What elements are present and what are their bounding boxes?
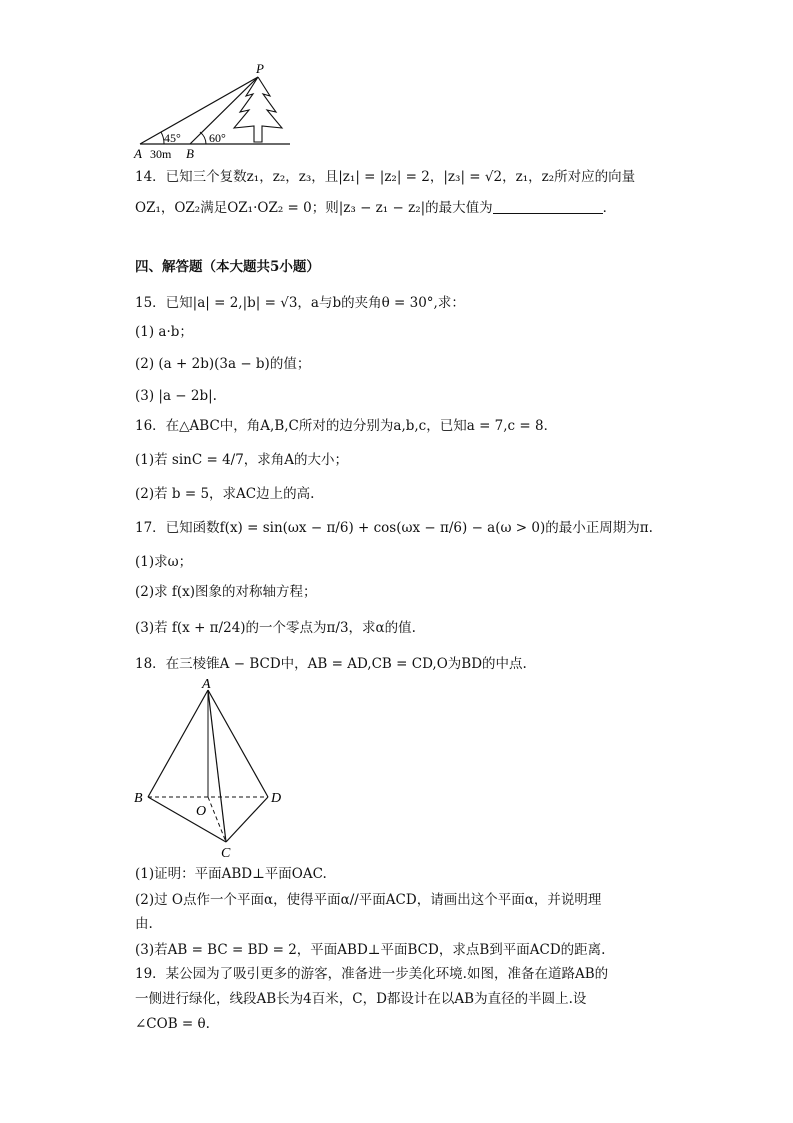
label-P: P — [256, 62, 264, 76]
answer-blank — [493, 201, 603, 214]
q15-part1: (1) a·b； — [135, 324, 193, 340]
vertex-D: D — [271, 791, 282, 806]
point-O: O — [196, 804, 207, 819]
vertex-B: B — [134, 791, 143, 806]
tree-triangle-figure — [130, 62, 300, 162]
edge-BC — [148, 797, 226, 842]
q14-line2 — [135, 198, 616, 218]
label-B: B — [186, 146, 194, 161]
q18-part2-line2: 由. — [135, 916, 153, 932]
vertex-C: C — [221, 846, 231, 861]
q16-part2: (2)若 b = 5，求AC边上的高. — [135, 486, 315, 502]
tetrahedron-figure — [128, 676, 298, 861]
q17-part3: (3)若 f(x + π/24)的一个零点为π/3，求α的值. — [135, 620, 416, 636]
q18-part1: (1)证明：平面ABD⊥平面OAC. — [135, 866, 327, 882]
angle-label-B: 60° — [209, 131, 226, 145]
q17-part1: (1)求ω； — [135, 554, 193, 570]
q16-stem: 16．在△ABC中，角A,B,C所对的边分别为a,b,c，已知a = 7,c = 8． — [135, 418, 558, 434]
q17-part2: (2)求 f(x)图象的对称轴方程； — [135, 584, 317, 600]
q19-line1: 19．某公园为了吸引更多的游客，准备进一步美化环境.如图，准备在道路AB的 — [135, 966, 609, 982]
q18-part3: (3)若AB = BC = BD = 2，平面ABD⊥平面BCD，求点B到平面ACD的距离. — [135, 942, 606, 958]
q14-line2-text: OZ₁，OZ₂满足OZ₁·OZ₂ = 0；则|z₃ − z₁ − z₂|的最大值为 — [135, 200, 493, 216]
edge-AD — [208, 690, 268, 797]
section-title: 四、解答题（本大题共5小题） — [135, 259, 320, 275]
q16-part1: (1)若 sinC = 4/7，求角A的大小； — [135, 452, 349, 468]
q15-stem: 15．已知|a| = 2,|b| = √3，a与b的夹角θ = 30°,求： — [135, 295, 465, 311]
q19-line2: 一侧进行绿化，线段AB长为4百米，C，D都设计在以AB为直径的半圆上.设 — [135, 991, 587, 1007]
q19-line3: ∠COB = θ. — [135, 1016, 210, 1032]
q15-part2: (2) (a + 2b)(3a − b)的值； — [135, 356, 311, 372]
edge-AB — [148, 690, 208, 797]
q18-part2-line1: (2)过 O点作一个平面α，使得平面α//平面ACD，请画出这个平面α，并说明理 — [135, 892, 602, 908]
q17-stem: 17．已知函数f(x) = sin(ωx − π/6) + cos(ωx − π/6) − a(ω > 0)的最小正周期为π. — [135, 520, 653, 536]
q15-part3: (3) |a − 2b|. — [135, 388, 217, 404]
label-A: A — [134, 146, 142, 161]
q18-stem: 18．在三棱锥A − BCD中，AB = AD,CB = CD,O为BD的中点. — [135, 656, 527, 672]
distance-label: 30m — [150, 147, 172, 161]
q14-line2-end: ． — [602, 200, 617, 216]
edge-DC — [226, 797, 268, 842]
q14-line1: 14．已知三个复数z₁，z₂，z₃，且|z₁| = |z₂| = 2，|z₃| = √2，z₁，z₂所对应的向量 — [135, 169, 636, 185]
vertex-A: A — [202, 677, 211, 692]
angle-label-A: 45° — [164, 131, 181, 145]
line-AP — [140, 77, 258, 144]
